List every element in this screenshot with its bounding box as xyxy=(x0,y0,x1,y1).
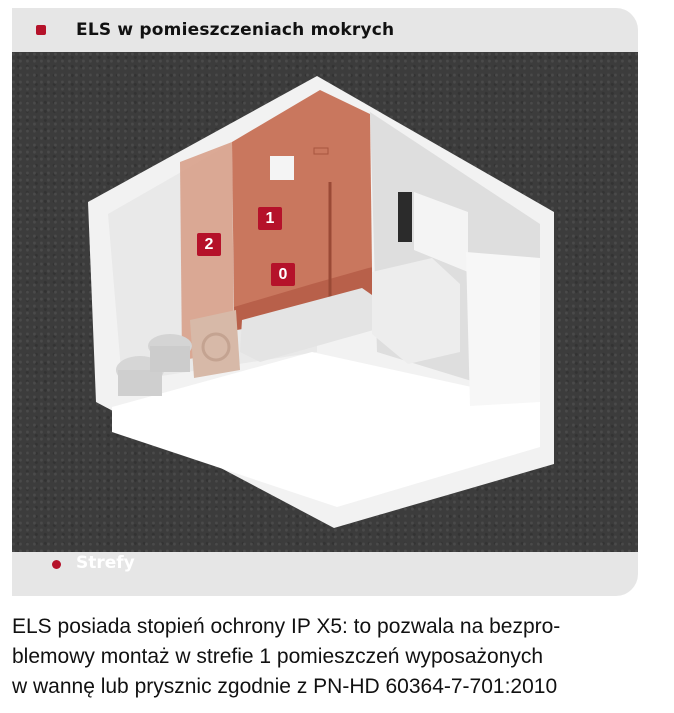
legend-dot-icon xyxy=(52,560,61,569)
card-header xyxy=(12,8,638,52)
bathroom-illustration xyxy=(12,52,638,573)
zone-1-badge: 1 xyxy=(258,207,282,230)
info-card xyxy=(12,8,638,596)
card-title: ELS w pomieszczeniach mokrych xyxy=(76,20,395,40)
zone-0-badge: 0 xyxy=(271,263,295,286)
caption xyxy=(12,612,662,702)
legend-label: Strefy xyxy=(76,553,135,573)
caption-line: ELS posiada stopień ochrony IP X5: to pozwala na bezpro- xyxy=(12,615,561,638)
header-bullet-icon xyxy=(36,25,46,35)
caption-line: w wannę lub prysznic zgodnie z PN-HD 60364-7-701:2010 xyxy=(12,675,558,698)
bathroom-cutaway-drawing xyxy=(12,52,638,552)
caption-line: blemowy montaż w strefie 1 pomieszczeń wyposażonych xyxy=(12,645,544,668)
zone-2-badge: 2 xyxy=(197,233,221,256)
